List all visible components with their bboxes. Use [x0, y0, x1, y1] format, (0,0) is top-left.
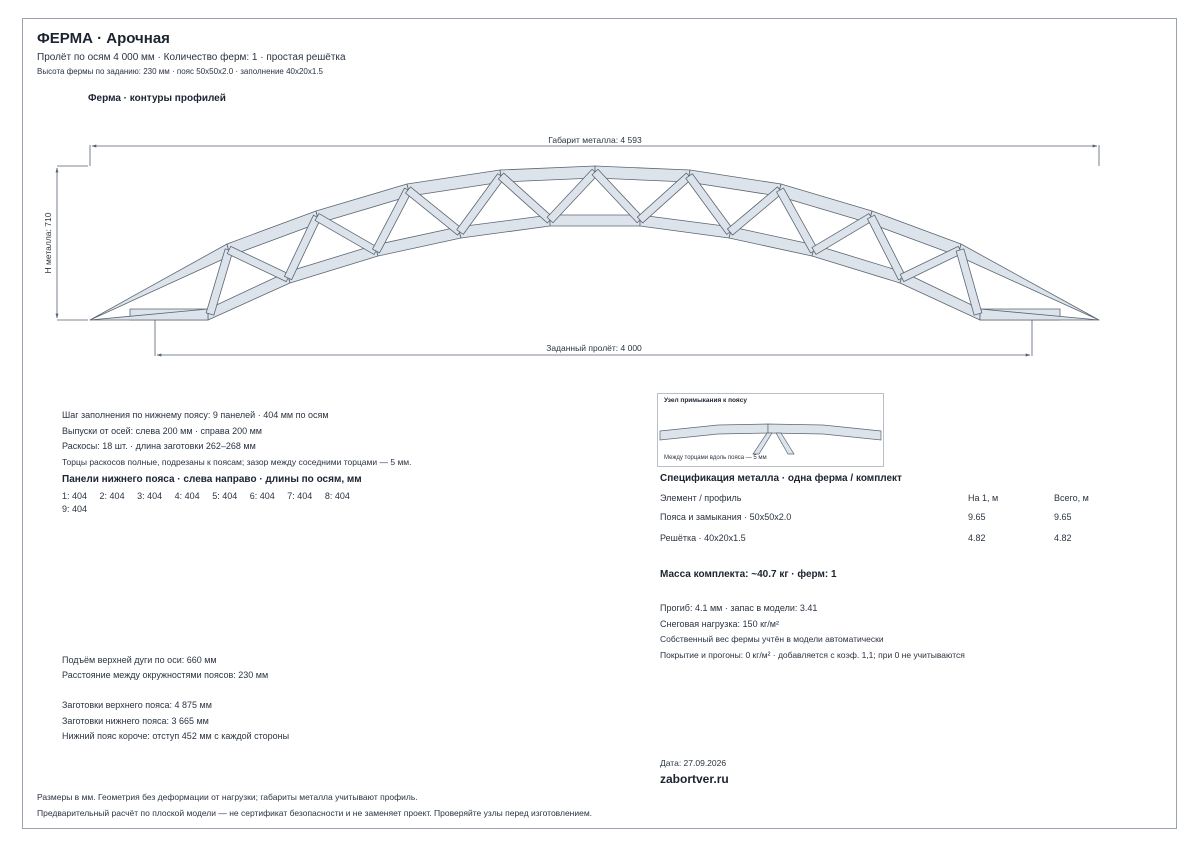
footer-note-2: Предварительный расчёт по плоской модели — не сертификат безопасности и не заменяет проект. Проверяйте узлы перед изготовлением. — [37, 808, 593, 818]
bottom-chord-segment — [550, 215, 640, 226]
web-brace — [227, 246, 289, 281]
panel-item: 3: 404 — [137, 491, 163, 501]
panel-item: 6: 404 — [249, 491, 275, 501]
dim-span-label: Заданный пролёт: 4 000 — [546, 343, 642, 353]
date-label: Дата: 27.09.2026 — [660, 758, 727, 768]
info-line: Выпуски от осей: слева 200 мм · справа 200 мм — [62, 426, 262, 436]
page-subtitle-2: Высота фермы по заданию: 230 мм · пояс 50x50x2.0 · заполнение 40x20x1.5 — [37, 67, 323, 76]
web-brace — [727, 187, 782, 235]
geometry-line: Подъём верхней дуги по оси: 660 мм — [62, 655, 217, 665]
panel-item: 9: 404 — [62, 504, 88, 514]
spec-row-name: Решётка · 40x20x1.5 — [660, 533, 746, 543]
panel-item: 8: 404 — [324, 491, 350, 501]
blank-line: Заготовки нижнего пояса: 3 665 мм — [62, 716, 209, 726]
web-brace — [900, 246, 961, 281]
inset-title: Узел примыкания к поясу — [664, 397, 747, 404]
load-line: Прогиб: 4.1 мм · запас в модели: 3.41 — [660, 603, 818, 613]
spec-heading: Спецификация металла · одна ферма / комплект — [660, 473, 902, 484]
drawing-label: Ферма · контуры профилей — [88, 93, 226, 104]
panel-item: 7: 404 — [287, 491, 313, 501]
top-chord-segment — [595, 166, 690, 182]
load-line: Собственный вес фермы учтён в модели автоматически — [660, 634, 884, 644]
panel-item: 1: 404 — [62, 491, 88, 501]
spec-col-header: На 1, м — [968, 493, 999, 503]
dimension-height — [57, 166, 88, 320]
spec-row-total: 4.82 — [1054, 533, 1072, 543]
blank-line: Нижний пояс короче: отступ 452 мм с каждой стороны — [62, 731, 290, 741]
site-link[interactable]: zabortver.ru — [660, 772, 729, 786]
top-chord-segment — [500, 166, 595, 182]
web-brace — [315, 214, 378, 255]
truss-members — [90, 166, 1099, 320]
load-line: Снеговая нагрузка: 150 кг/м² — [660, 619, 779, 629]
page-title: ФЕРМА · Арочная — [37, 30, 170, 47]
info-line: Раскосы: 18 шт. · длина заготовки 262–268 мм — [62, 441, 256, 451]
dimension-overall — [90, 145, 1099, 166]
spec-col-header: Всего, м — [1054, 493, 1089, 503]
spec-row-total: 9.65 — [1054, 512, 1072, 522]
footer-note-1: Размеры в мм. Геометрия без деформации от нагрузки; габариты металла учитывают профиль. — [37, 792, 418, 802]
web-brace — [405, 187, 462, 235]
spec-row-name: Пояса и замыкания · 50x50x2.0 — [660, 512, 792, 522]
dim-height-label: H металла: 710 — [43, 212, 53, 274]
geometry-line: Расстояние между окружностями поясов: 230 мм — [62, 670, 269, 680]
panel-item: 2: 404 — [99, 491, 125, 501]
joint-detail-inset — [657, 393, 884, 467]
blank-line: Заготовки верхнего пояса: 4 875 мм — [62, 700, 212, 710]
panels-list — [62, 491, 360, 514]
panel-item: 5: 404 — [212, 491, 238, 501]
spec-row-per-one: 4.82 — [968, 533, 986, 543]
info-line: Торцы раскосов полные, подрезаны к поясам; зазор между соседними торцами — 5 мм. — [62, 457, 412, 467]
spec-col-header: Элемент / профиль — [660, 493, 742, 503]
load-line: Покрытие и прогоны: 0 кг/м² · добавляется с коэф. 1,1; при 0 не учитываются — [660, 650, 965, 660]
info-line: Шаг заполнения по нижнему поясу: 9 панелей · 404 мм по осям — [62, 410, 329, 420]
web-brace — [812, 214, 873, 255]
panel-item: 4: 404 — [174, 491, 200, 501]
spec-row-per-one: 9.65 — [968, 512, 986, 522]
mass-total: Масса комплекта: ~40.7 кг · ферм: 1 — [660, 569, 837, 580]
dim-overall-label: Габарит металла: 4 593 — [548, 135, 642, 145]
inset-note: Между торцами вдоль пояса — 5 мм — [664, 455, 767, 461]
panels-heading: Панели нижнего пояса · слева направо · длины по осям, мм — [62, 474, 362, 485]
page-subtitle: Пролёт по осям 4 000 мм · Количество ферм: 1 · простая решётка — [37, 52, 346, 63]
